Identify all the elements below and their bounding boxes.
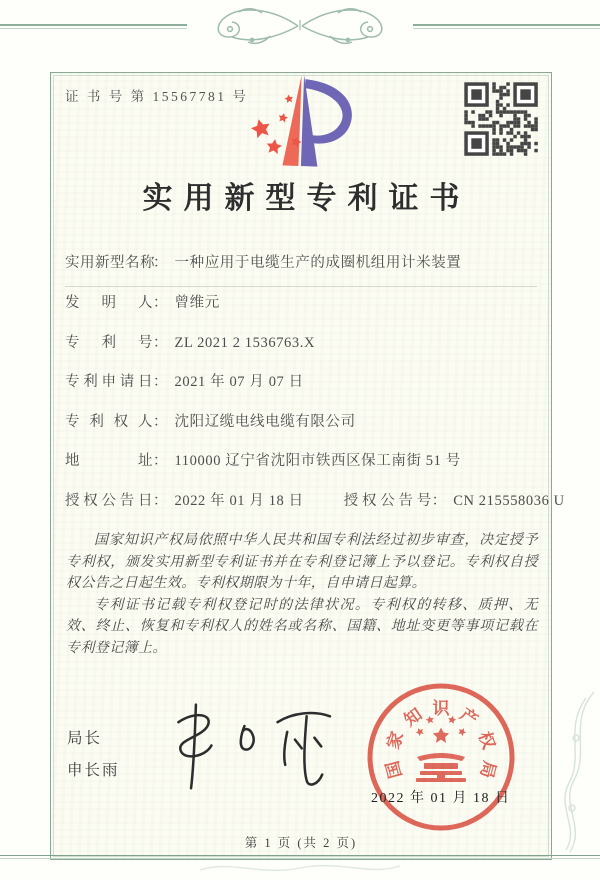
field-address [65, 450, 537, 473]
field-colon: ： [153, 334, 168, 351]
signer-title: 局长 [67, 730, 103, 747]
national-emblem-icon [415, 715, 468, 782]
field-value: 曾维元 [174, 295, 220, 311]
right-edge-flourish [542, 688, 598, 856]
signer-name: 申长雨 [67, 762, 120, 779]
page-number: 第 1 页 (共 2 页) [244, 836, 358, 850]
field-label: 专利号 [65, 334, 153, 351]
field-label: 授权公告号 [343, 492, 432, 509]
field-colon: ： [153, 413, 168, 430]
field-colon: ： [153, 453, 168, 469]
field-colon: ： [431, 492, 447, 509]
field-colon: ： [153, 374, 168, 390]
seal-char: 识 [432, 699, 450, 718]
field-colon: ： [153, 492, 168, 509]
official-seal [363, 679, 519, 835]
certificate-fields [65, 252, 565, 529]
field-grant-row [65, 490, 565, 513]
cnipa-logo-icon [244, 69, 358, 173]
field-label: 实用新型名称 [65, 255, 155, 271]
field-inventor [65, 292, 537, 315]
field-colon: ： [153, 255, 168, 271]
seal-char: 局 [476, 758, 500, 781]
field-grant-date [65, 490, 304, 513]
field-patent-number [65, 332, 537, 355]
field-value: 一种应用于电缆生产的成圈机组用计米装置 [174, 255, 462, 271]
field-patentee [65, 411, 537, 434]
legal-text [66, 530, 538, 659]
field-filing-date [65, 371, 537, 394]
certificate-frame [50, 72, 565, 860]
seal-char: 产 [456, 704, 482, 730]
field-label: 专利权人 [65, 413, 153, 430]
legal-paragraph-1: 国家知识产权局依照中华人民共和国专利法经过初步审查，决定授予专利权，颁发实用新型专利证书并在专利登记簿上予以登记。专利权自授权公告之日起生效。专利权期限为十年，自申请日起算。 [66, 533, 538, 591]
bottom-flourish-ornament [190, 858, 410, 878]
field-label: 发明人 [65, 295, 153, 311]
seal-char: 知 [400, 704, 426, 730]
field-label: 地址 [65, 453, 153, 469]
seal-char: 权 [474, 729, 499, 752]
field-label: 授权公告日 [65, 492, 153, 509]
signer-block [67, 723, 120, 787]
director-signature [151, 693, 336, 795]
seal-date: 2022 年 01 月 18 日 [371, 791, 511, 806]
seal-char: 国 [382, 758, 406, 781]
field-colon: ： [153, 295, 168, 311]
field-value: 110000 辽宁省沈阳市铁西区保工南街 51 号 [174, 453, 461, 469]
certificate-number: 证 书 号 第 15567781 号 [65, 89, 249, 104]
legal-paragraph-2: 专利证书记载专利权登记时的法律状况。专利权的转移、质押、无效、终止、恢复和专利权人的姓名或名称、国籍、地址变更等事项记载在专利登记簿上。 [66, 597, 538, 656]
field-value: 2022 年 01 月 18 日 [174, 492, 304, 509]
qr-code [463, 81, 539, 157]
field-value: CN 215558036 U [453, 492, 565, 509]
top-border-ornament [0, 0, 600, 52]
seal-char: 家 [383, 729, 408, 752]
field-grant-number [344, 490, 565, 513]
certificate-title: 实用新型专利证书 [142, 182, 471, 215]
field-utility-model-name [65, 252, 537, 287]
field-label: 专利申请日 [65, 374, 153, 390]
field-value: 沈阳辽缆电线电缆有限公司 [174, 413, 356, 430]
field-value: ZL 2021 2 1536763.X [174, 334, 316, 351]
field-value: 2021 年 07 月 07 日 [174, 374, 304, 390]
